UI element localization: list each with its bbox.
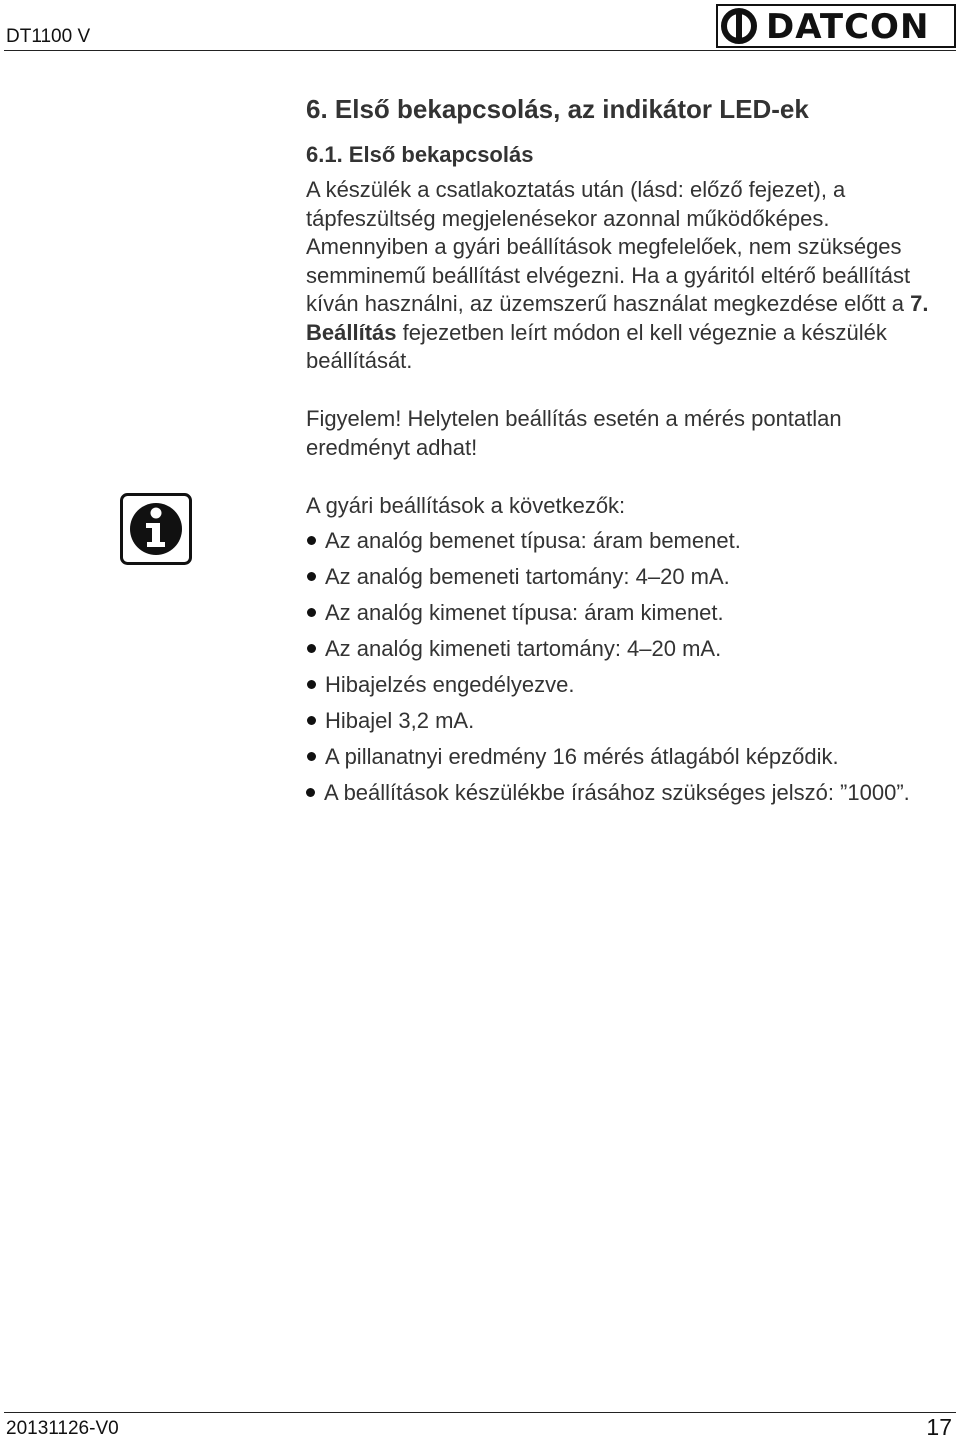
header-divider [4,50,956,51]
bullet-icon [307,572,316,581]
bullet-icon [307,644,316,653]
subsection-title: 6.1. Első bekapcsolás [306,142,534,167]
list-item: A beállítások készülékbe írásához szükséges jelszó: ”1000”. [306,779,946,808]
datcon-logo [716,4,956,48]
list-item: Hibajelzés engedélyezve. [306,671,946,700]
footer-doc-code: 20131126-V0 [6,1418,119,1439]
list-item: Az analóg bemenet típusa: áram bemenet. [306,527,946,556]
logo-text: DATCON [766,7,930,47]
bullet-icon [306,788,315,797]
list-item: Az analóg bemeneti tartomány: 4–20 mA. [306,563,946,592]
info-icon [120,493,192,565]
bullet-icon [307,752,316,761]
warning-paragraph: Figyelem! Helytelen beállítás esetén a mérés pontatlan eredményt adhat! [306,406,842,460]
list-item: Az analóg kimeneti tartomány: 4–20 mA. [306,635,946,664]
intro-text-a: A készülék a csatlakoztatás után (lásd: előző fejezet), a tápfeszültség megjelenésekor azonnal működőképes. Amennyiben a gyári beállítások megfelelőek, nem szükséges semminemű beállítást elvégezni. Ha a gyáritól eltérő beállítást kíván használni, az üzemszerű használat megkezdése előtt a [306,177,911,316]
footer-divider [4,1412,956,1413]
intro-paragraph [306,176,946,376]
list-item: A pillanatnyi eredmény 16 mérés átlagából képződik. [306,743,946,772]
datcon-logo-icon [720,8,758,44]
bullet-icon [307,716,316,725]
bullet-icon [307,680,316,689]
chapter-reference: 7. Beállítás [306,291,929,345]
header-doc-title: DT1100 V [6,26,91,47]
list-intro: A gyári beállítások a következők: [306,493,626,518]
intro-text-b: fejezetben leírt módon el kell végeznie a készülék beállítását. [306,319,887,373]
section-title: 6. Első bekapcsolás, az indikátor LED-ek [306,94,809,124]
list-item: Az analóg kimenet típusa: áram kimenet. [306,599,946,628]
page-number: 17 [926,1414,952,1440]
list-item: Hibajel 3,2 mA. [306,707,946,736]
bullet-icon [307,608,316,617]
bullet-icon [307,536,316,545]
factory-settings-list [306,527,946,815]
